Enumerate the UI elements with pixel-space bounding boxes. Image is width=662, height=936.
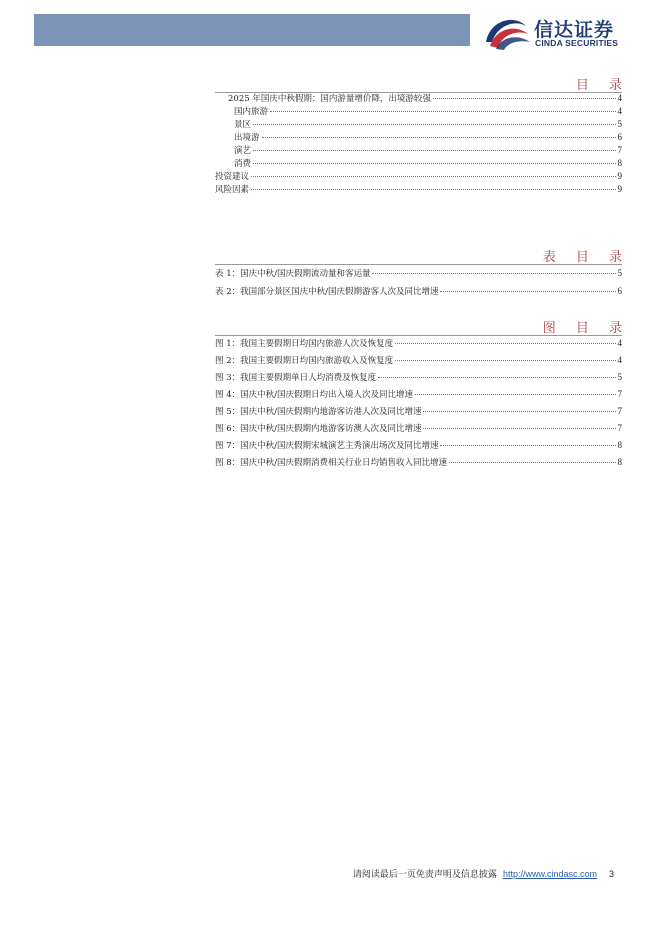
toc-entry-page: 8 <box>617 158 622 168</box>
figure-toc-entry[interactable] <box>215 389 622 400</box>
toc-entry-page: 7 <box>617 145 622 155</box>
figure-toc-entry-label: 图 3：我国主要假期单日人均消费及恢复度 <box>215 373 377 383</box>
toc-entry-page: 9 <box>617 171 622 181</box>
figure-toc-entry-page: 4 <box>617 355 622 365</box>
leader-dots <box>423 428 615 429</box>
table-toc-entry[interactable] <box>215 268 622 279</box>
toc-entry-label: 投资建议 <box>215 172 250 182</box>
leader-dots <box>253 163 615 164</box>
leader-dots <box>372 273 615 274</box>
leader-dots <box>449 462 616 463</box>
leader-dots <box>253 150 615 151</box>
toc-entry[interactable] <box>234 158 622 169</box>
figure-toc-entry-label: 图 1：我国主要假期日均国内旅游人次及恢复度 <box>215 339 394 349</box>
page-number: 3 <box>608 869 614 879</box>
figure-toc-entry-label: 图 6：国庆中秋/国庆假期内地游客访澳人次及同比增速 <box>215 424 422 434</box>
toc-entry-page: 6 <box>617 132 622 142</box>
table-toc-entry-page: 6 <box>617 286 622 296</box>
tables-toc-divider <box>215 264 622 265</box>
figure-toc-entry[interactable] <box>215 372 622 383</box>
leader-dots <box>270 111 615 112</box>
toc-title: 目 录 <box>575 78 630 93</box>
disclaimer-notice: 请阅读最后一页免责声明及信息披露 <box>352 870 497 880</box>
leader-dots <box>440 291 615 292</box>
toc-entry-page: 4 <box>617 93 622 103</box>
leader-dots <box>253 124 615 125</box>
figure-toc-entry-page: 7 <box>617 423 622 433</box>
toc-entry[interactable] <box>234 145 622 156</box>
toc-entry-page: 4 <box>617 106 622 116</box>
figure-toc-entry[interactable] <box>215 355 622 366</box>
figure-toc-entry-page: 8 <box>617 457 622 467</box>
figure-toc-entry[interactable] <box>215 338 622 349</box>
logo-english-name: CINDA SECURITIES <box>535 38 619 48</box>
cinda-logo-icon <box>480 12 532 52</box>
leader-dots <box>395 343 615 344</box>
toc-entry-label: 景区 <box>234 120 252 130</box>
figures-toc-divider <box>215 335 622 336</box>
toc-entry-label: 演艺 <box>234 146 252 156</box>
leader-dots <box>423 411 615 412</box>
toc-entry[interactable] <box>215 171 622 182</box>
toc-entry-page: 9 <box>617 184 622 194</box>
leader-dots <box>251 176 615 177</box>
leader-dots <box>395 360 615 361</box>
toc-entry-page: 5 <box>617 119 622 129</box>
leader-dots <box>433 98 616 99</box>
header-bar <box>34 14 470 46</box>
toc-entry-label: 消费 <box>234 159 252 169</box>
toc-entry-label: 2025 年国庆中秋假期：国内游量增价降，出境游较强 <box>228 94 431 104</box>
figure-toc-entry[interactable] <box>215 406 622 417</box>
figure-toc-entry-label: 图 8：国庆中秋/国庆假期消费相关行业日均销售收入同比增速 <box>215 458 447 468</box>
toc-entry-label: 国内旅游 <box>234 107 269 117</box>
toc-entry[interactable] <box>234 132 622 143</box>
figure-toc-entry[interactable] <box>215 423 622 434</box>
toc-entry-label: 出境游 <box>234 133 260 143</box>
figure-toc-entry-label: 图 5：国庆中秋/国庆假期内地游客访港人次及同比增速 <box>215 407 422 417</box>
figure-toc-entry-label: 图 4：国庆中秋/国庆假期日均出入境人次及同比增速 <box>215 390 413 400</box>
figure-toc-entry-page: 7 <box>617 406 622 416</box>
leader-dots <box>378 377 615 378</box>
toc-entry[interactable] <box>234 106 622 117</box>
logo-chinese-name: 信达证券 <box>534 19 615 41</box>
website-link[interactable]: http://www.cindasc.com <box>502 869 597 879</box>
leader-dots <box>440 445 615 446</box>
figure-toc-entry-page: 4 <box>617 338 622 348</box>
figure-toc-entry[interactable] <box>215 440 622 451</box>
table-toc-entry-label: 表 2：我国部分景区国庆中秋/国庆假期游客人次及同比增速 <box>215 287 439 297</box>
figure-toc-entry-label: 图 2：我国主要假期日均国内旅游收入及恢复度 <box>215 356 394 366</box>
company-logo <box>480 12 640 52</box>
toc-entry-label: 风险因素 <box>215 185 250 195</box>
figure-toc-entry[interactable] <box>215 457 622 468</box>
toc-entry[interactable] <box>234 119 622 130</box>
figure-toc-entry-page: 5 <box>617 372 622 382</box>
tables-toc-title: 表 目 录 <box>542 250 630 265</box>
figure-toc-entry-label: 图 7：国庆中秋/国庆假期宋城演艺主秀演出场次及同比增速 <box>215 441 439 451</box>
figures-toc-title: 图 目 录 <box>542 321 630 336</box>
figure-toc-entry-page: 7 <box>617 389 622 399</box>
leader-dots <box>262 137 616 138</box>
page-footer <box>353 867 614 880</box>
toc-entry[interactable] <box>215 184 622 195</box>
leader-dots <box>251 189 615 190</box>
table-toc-entry-label: 表 1：国庆中秋/国庆假期流动量和客运量 <box>215 269 371 279</box>
table-toc-entry[interactable] <box>215 286 622 297</box>
toc-entry[interactable] <box>228 93 622 104</box>
table-toc-entry-page: 5 <box>617 268 622 278</box>
figure-toc-entry-page: 8 <box>617 440 622 450</box>
leader-dots <box>415 394 616 395</box>
